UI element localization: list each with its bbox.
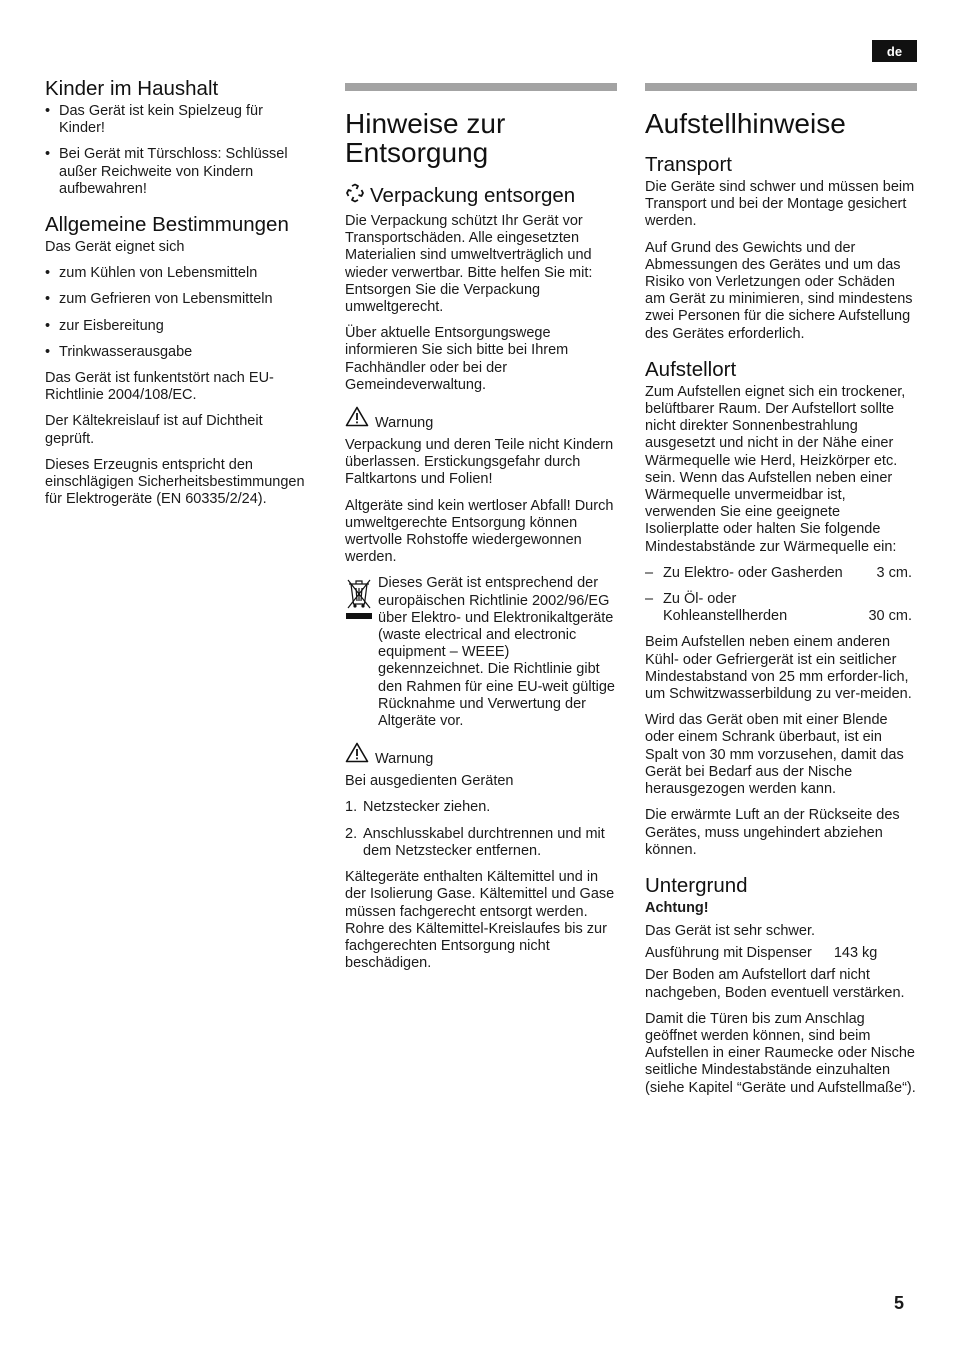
usage-list — [45, 265, 310, 361]
paragraph: Bei ausgedienten Geräten — [345, 773, 514, 790]
paragraph: Auf Grund des Gewichts und der Abmessungen des Gerätes und um das Risiko von Verletzungen oder Schäden am Gerät zu minimieren, sind mindestens zwei Personen für die sichere Aufstellung des Gerätes erforderlich. — [645, 239, 913, 342]
distance-value: 3 cm. — [876, 564, 912, 581]
step-number: 1. — [345, 799, 358, 816]
subsection-title-aufstellort: Aufstellort — [645, 357, 737, 381]
paragraph: Der Kältekreislauf ist auf Dichtheit geprüft. — [45, 413, 263, 447]
spec-value: 143 kg — [833, 945, 878, 962]
paragraph: Die Geräte sind schwer und müssen beim Transport und bei der Montage gesichert werden. — [645, 179, 915, 230]
paragraph: Kältegeräte enthalten Kältemittel und in der Isolierung Gase. Kältemittel und Gase müssen fachgerecht entsorgt werden. Rohre des Kältemittel-Kreislaufes bis zur fachgerechten Entsorgung nicht beschädigen. — [345, 869, 615, 972]
weight-spec — [645, 945, 917, 962]
list-item: • zum Gefrieren von Lebensmitteln — [45, 291, 310, 308]
list-item: • Trinkwasserausgabe — [45, 344, 310, 361]
weee-notice — [345, 575, 617, 730]
dash-marker: – — [645, 591, 654, 608]
warning-icon — [345, 742, 375, 767]
weee-text: Dieses Gerät ist entsprechend der europäischen Richtlinie 2002/96/EG über Elektro- und Elektronikaltgeräte (waste electrical and electronic equipment – WEEE) gekennzeichnet. Die Richtlinie gibt den Rahmen für eine EU-weit gültige Rücknahme und Verwertung der Altgeräte vor. — [378, 575, 615, 730]
subsection-title-untergrund: Untergrund — [645, 873, 748, 897]
disposal-steps — [345, 799, 617, 860]
paragraph: Das Gerät ist sehr schwer. — [645, 922, 816, 939]
page-number: 5 — [894, 1293, 905, 1313]
crossed-bin-icon — [345, 577, 373, 730]
paragraph: Das Gerät eignet sich — [45, 239, 185, 256]
section-rule — [645, 83, 917, 91]
distance-row — [645, 591, 917, 625]
paragraph: Damit die Türen bis zum Anschlag geöffnet werden können, sind beim Aufstellen in einer Raumecke oder Nische seitliche Mindestabstände einzuhalten (siehe Kapitel “Geräte und Aufstellmaße“). — [645, 1010, 916, 1096]
section-title-allgemein: Allgemeine Bestimmungen — [45, 213, 289, 237]
column-safety — [45, 78, 310, 517]
list-item — [345, 826, 617, 860]
warning-label: Warnung — [375, 751, 434, 768]
paragraph: Der Boden am Aufstellort darf nicht nachgeben, Boden eventuell verstärken. — [645, 967, 905, 1001]
list-item: • Bei Gerät mit Türschloss: Schlüssel außer Reichweite von Kindern aufbewahren! — [45, 146, 310, 198]
spec-label: Ausführung mit Dispenser — [645, 945, 812, 962]
paragraph: Die erwärmte Luft an der Rückseite des Gerätes, muss ungehindert abziehen können. — [645, 807, 900, 858]
list-item: • zur Eisbereitung — [45, 318, 310, 335]
language-badge: de — [872, 40, 917, 62]
section-title-kinder: Kinder im Haushalt — [45, 77, 219, 100]
section-title-aufstellhinweise: Aufstellhinweise — [645, 108, 846, 139]
distance-label: Zu Öl- oder Kohleanstellherden — [663, 591, 788, 625]
kinder-list — [45, 103, 310, 198]
step-number: 2. — [345, 825, 358, 842]
paragraph: Das Gerät ist funkentstört nach EU-Richtlinie 2004/108/EC. — [45, 370, 274, 404]
warning-label: Warnung — [375, 415, 434, 432]
list-item: • Das Gerät ist kein Spielzeug für Kinder! — [45, 103, 310, 137]
warning-icon — [345, 406, 375, 431]
list-item — [345, 799, 617, 816]
paragraph: Verpackung und deren Teile nicht Kindern überlassen. Erstickungsgefahr durch Faltkartons und Folien! — [345, 437, 614, 488]
subsection-title-transport: Transport — [645, 153, 732, 176]
dash-marker: – — [645, 564, 654, 581]
distance-label: Zu Elektro- oder Gasherden — [663, 564, 843, 581]
recycle-icon — [345, 183, 370, 209]
warning-heading — [345, 742, 617, 767]
attention-label: Achtung! — [645, 899, 709, 916]
paragraph: Zum Aufstellen eignet sich ein trockener, belüftbarer Raum. Der Aufstellort sollte nicht direkter Sonnenbestrahlung ausgesetzt und nicht in der Nähe einer Wärmequelle wie Herd, Heizkörper etc. sein. Wenn das Aufstellen neben einer Wärmequelle unvermeidbar ist, verwenden Sie eine geeignete Isolierplatte oder halten Sie folgende Mindestabstände zur Wärmequelle ein: — [645, 383, 906, 555]
step-text: Anschlusskabel durchtrennen und mit dem Netzstecker entfernen. — [363, 825, 605, 859]
packaging-title: Verpackung entsorgen — [370, 184, 576, 207]
paragraph: Dieses Erzeugnis entspricht den einschlägigen Sicherheitsbestimmungen für Elektrogeräte (EN 60335/2/24). — [45, 456, 305, 508]
paragraph: Die Verpackung schützt Ihr Gerät vor Transportschäden. Alle eingesetzten Materialien sind umweltverträglich und wieder verwertbar. Bitte helfen Sie mit: Entsorgen Sie die Verpackung umweltgerecht. — [345, 213, 593, 316]
warning-heading — [345, 406, 617, 431]
column-installation — [645, 83, 917, 1106]
paragraph: Über aktuelle Entsorgungswege informieren Sie sich bitte bei Ihrem Fachhändler oder bei der Gemeindeverwaltung. — [345, 325, 569, 393]
list-item: • zum Kühlen von Lebensmitteln — [45, 265, 310, 282]
distance-value: 30 cm. — [868, 608, 912, 625]
column-disposal — [345, 83, 617, 981]
section-title-entsorgung: Hinweise zur Entsorgung — [345, 108, 506, 168]
packaging-heading — [345, 183, 617, 209]
distance-row — [645, 565, 917, 582]
paragraph: Beim Aufstellen neben einem anderen Kühl- oder Gefriergerät ist ein seitlicher Mindestabstand von 25 mm erforder-lich, um Schwitzwasserbildung zu ver-meiden. — [645, 634, 912, 703]
paragraph: Altgeräte sind kein wertloser Abfall! Durch umweltgerechte Entsorgung können wertvolle Rohstoffe wiedergewonnen werden. — [345, 497, 614, 566]
step-text: Netzstecker ziehen. — [363, 799, 491, 816]
section-rule — [345, 83, 617, 91]
paragraph: Wird das Gerät oben mit einer Blende oder einem Schrank überbaut, ist ein Spalt von 30 mm vorzusehen, damit das Gerät bei Bedarf aus der Nische herausgezogen werden kann. — [645, 712, 904, 798]
